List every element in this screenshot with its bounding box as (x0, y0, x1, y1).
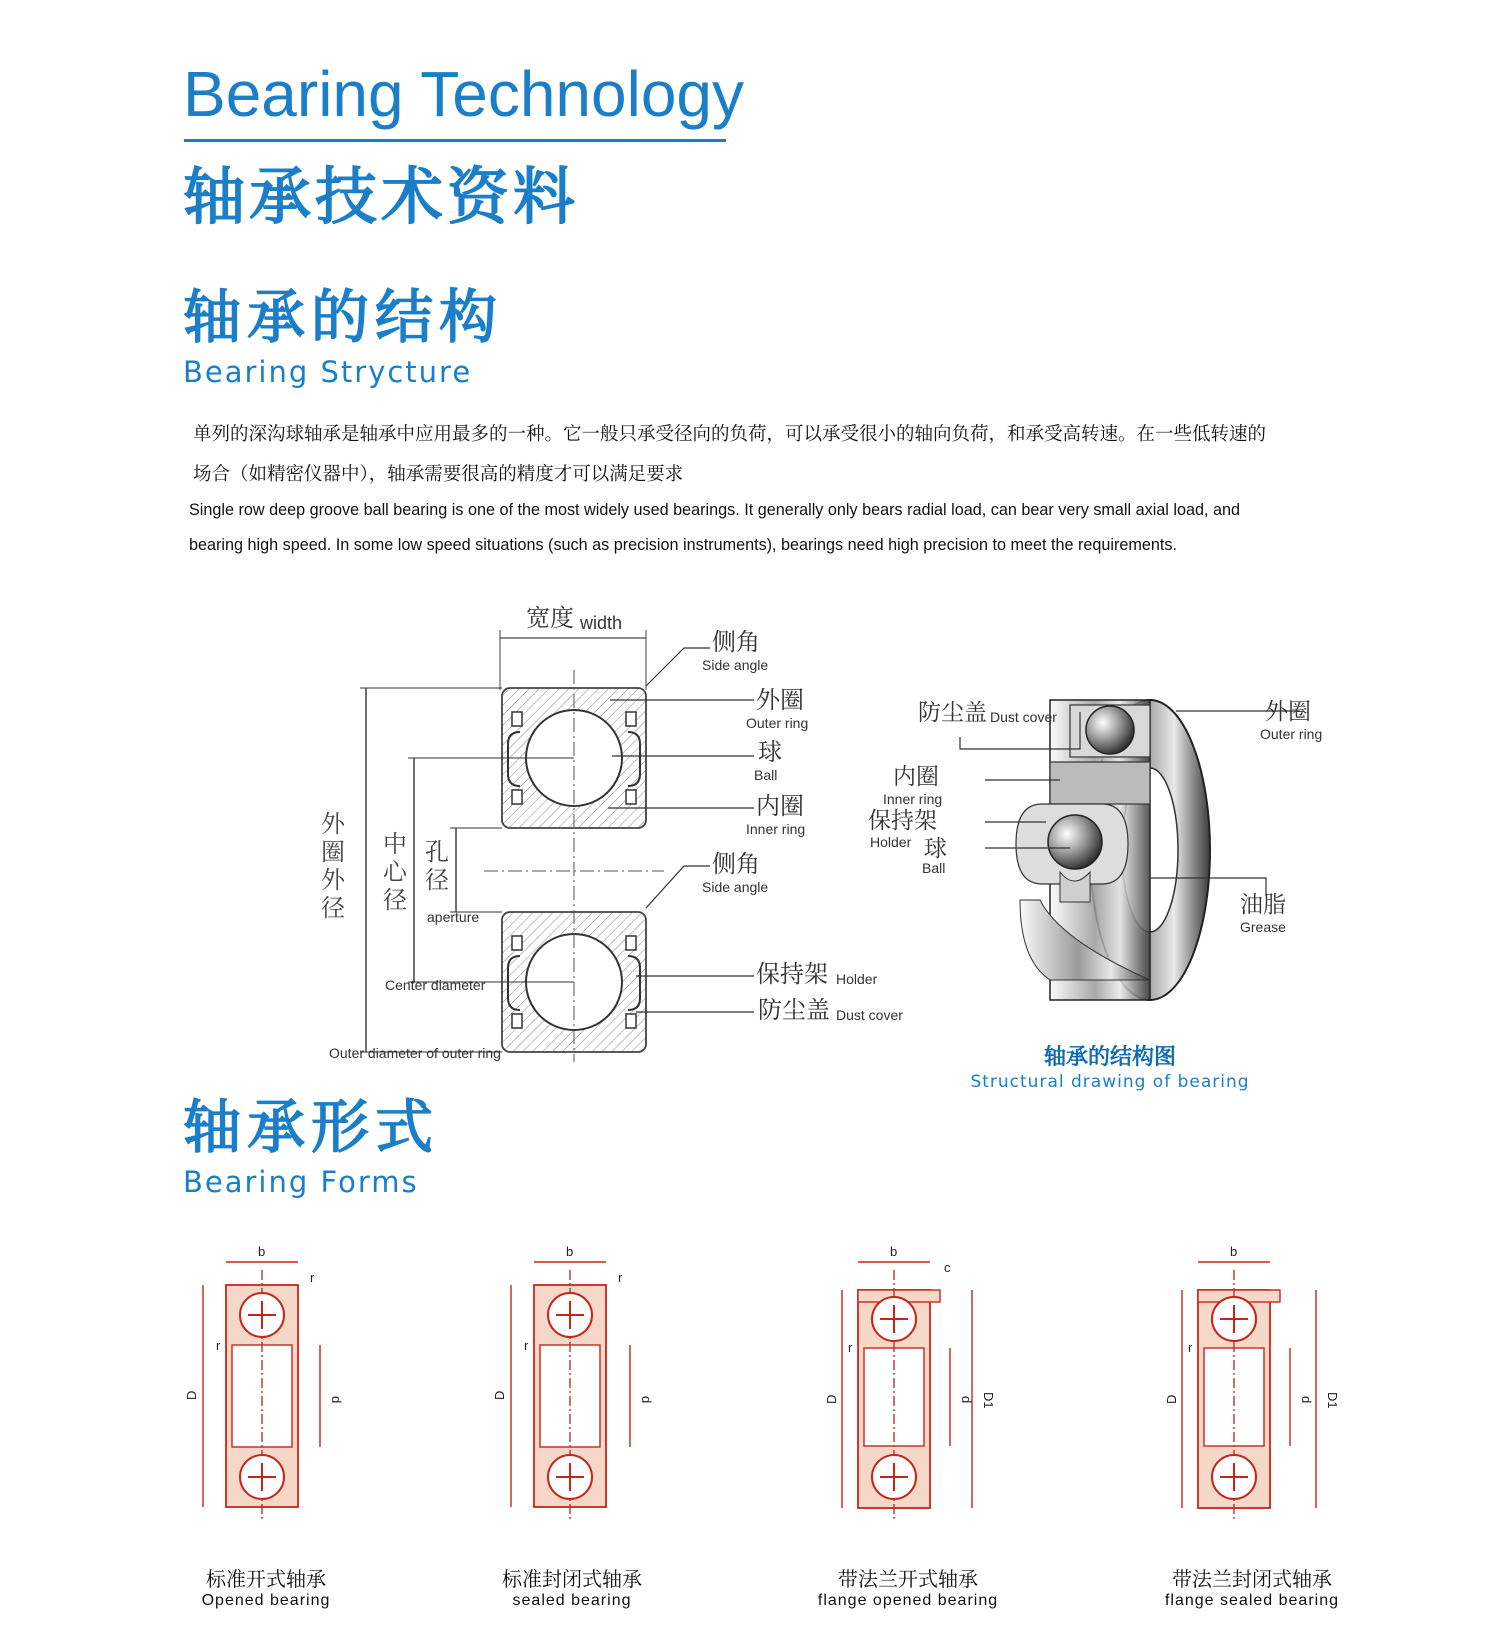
dust-cover-label-zh: 防尘盖 (758, 997, 830, 1024)
structure-heading-en: Bearing Strycture (183, 355, 473, 389)
middle-ball (1048, 815, 1102, 869)
center-diameter-label-en: Center diameter (385, 977, 486, 993)
dim-r-5: r (848, 1340, 853, 1355)
ball-symbol (872, 1455, 916, 1499)
dust-cover-label-en: Dust cover (836, 1007, 903, 1023)
form-name-zh: 标准开式轴承 (206, 1567, 326, 1591)
dim-r-3: r (216, 1338, 221, 1353)
form-name-zh: 带法兰开式轴承 (838, 1567, 978, 1591)
ball-symbol (1212, 1297, 1256, 1341)
title-underline (184, 139, 726, 142)
forms-heading-en: Bearing Forms (183, 1165, 419, 1199)
dim-b-4: b (1230, 1244, 1238, 1259)
ball-symbol (1212, 1455, 1256, 1499)
intro-en-line-2: bearing high speed. In some low speed situations (such as precision instruments), bearings need high precision to meet the requirements. (189, 536, 1177, 554)
cutaway-caption-en: Structural drawing of bearing (970, 1072, 1250, 1092)
cutaway-dust-cover-en: Dust cover (990, 709, 1057, 725)
dim-D1-2: D1 (1325, 1392, 1340, 1409)
outer-diameter-label-en: Outer diameter of outer ring (329, 1045, 501, 1061)
cutaway-ball-en: Ball (922, 860, 946, 876)
page-title-zh: 轴承技术资料 (183, 160, 580, 233)
width-label-en: width (580, 613, 623, 633)
center-diameter-label-zh: 中 心 径 (383, 831, 407, 914)
aperture-label-zh: 孔 径 (425, 839, 449, 894)
form-caption-2 (474, 1563, 670, 1610)
forms-heading-zh: 轴承形式 (183, 1093, 440, 1161)
form-caption-4 (1132, 1563, 1372, 1610)
form-caption-1 (168, 1563, 364, 1610)
ball-symbol (240, 1293, 284, 1337)
dim-D-1: D (184, 1390, 199, 1400)
cutaway-holder-en: Holder (870, 834, 912, 850)
dim-r-4: r (524, 1338, 529, 1353)
top-ball (1086, 706, 1134, 754)
dim-r-6: r (1188, 1340, 1193, 1355)
form-caption-3 (788, 1563, 1028, 1610)
ball-symbol (240, 1455, 284, 1499)
dim-D-3: D (824, 1394, 839, 1404)
form-name-en: flange sealed bearing (1164, 1592, 1339, 1609)
width-label-zh: 宽度 (526, 605, 574, 632)
ball-symbol (548, 1293, 592, 1337)
dim-D1-1: D1 (981, 1392, 996, 1409)
cutaway-dust-cover-zh: 防尘盖 (918, 699, 987, 725)
intro-zh-line-2: 场合（如精密仪器中），轴承需要很高的精度才可以满足要求 (193, 464, 684, 485)
form-name-zh: 标准封闭式轴承 (502, 1567, 642, 1591)
outer-diameter-label-zh: 外 圈 外 径 (321, 811, 345, 922)
cutaway-inner-ring-en: Inner ring (883, 791, 943, 807)
bearing-forms-drawings (0, 1235, 1500, 1525)
ball-label-zh: 球 (758, 739, 782, 766)
bearing-cutaway-diagram (860, 680, 1380, 1010)
intro-zh-line-1: 单列的深沟球轴承是轴承中应用最多的一种。它一般只承受径向的负荷，可以承受很小的轴向负荷，和承受高转速。在一些低转速的 (193, 424, 1267, 445)
dim-b-2: b (566, 1244, 574, 1259)
cutaway-grease-zh: 油脂 (1240, 891, 1286, 917)
aperture-label-en: aperture (427, 909, 480, 925)
dim-r-2: r (618, 1270, 623, 1285)
dim-D-2: D (492, 1390, 507, 1400)
dim-b-1: b (258, 1244, 266, 1259)
outer-ring-label-en: Outer ring (746, 715, 809, 731)
side-angle-label-zh: 侧角 (712, 629, 760, 656)
cutaway-grease-en: Grease (1240, 919, 1286, 935)
cutaway-holder-zh: 保持架 (868, 807, 937, 833)
ball-label-en: Ball (754, 767, 778, 783)
cutaway-inner-ring-zh: 内圈 (893, 763, 939, 789)
cutaway-outer-ring-zh: 外圈 (1265, 698, 1311, 724)
structure-heading-zh: 轴承的结构 (183, 283, 504, 351)
form-name-en: flange opened bearing (817, 1592, 999, 1609)
intro-paragraph (189, 415, 1353, 563)
side-angle-2-label-en: Side angle (702, 879, 769, 895)
form-name-en: sealed bearing (512, 1592, 632, 1609)
dim-b-3: b (890, 1244, 898, 1259)
dim-d-4: d (1299, 1396, 1314, 1404)
inner-ring-label-zh: 内圈 (756, 793, 804, 820)
cutaway-ball-zh: 球 (924, 835, 947, 861)
page-title-en: Bearing Technology (183, 58, 744, 130)
bearing-section-diagram (0, 590, 920, 1070)
ball-symbol (872, 1297, 916, 1341)
dim-d-3: d (959, 1396, 974, 1404)
dim-c: c (944, 1260, 951, 1275)
holder-label-en: Holder (836, 971, 878, 987)
cutaway-caption-zh: 轴承的结构图 (1043, 1045, 1176, 1070)
dim-d-2: d (639, 1396, 654, 1404)
inner-ring-label-en: Inner ring (746, 821, 806, 837)
form-name-en: Opened bearing (201, 1592, 331, 1609)
dim-d-1: d (329, 1396, 344, 1404)
outer-ring-label-zh: 外圈 (756, 687, 804, 714)
form-name-zh: 带法兰封闭式轴承 (1172, 1567, 1332, 1591)
holder-label-zh: 保持架 (756, 961, 828, 988)
dim-D-4: D (1164, 1394, 1179, 1404)
intro-en-line-1: Single row deep groove ball bearing is one of the most widely used bearings. It generally only bears radial load, can bear very small axial load, and (189, 501, 1240, 519)
inner-ring-shape (1050, 762, 1150, 804)
cutaway-outer-ring-en: Outer ring (1260, 726, 1323, 742)
side-angle-2-label-zh: 侧角 (712, 851, 760, 878)
dim-r-1: r (310, 1270, 315, 1285)
ball-symbol (548, 1455, 592, 1499)
side-angle-label-en: Side angle (702, 657, 769, 673)
